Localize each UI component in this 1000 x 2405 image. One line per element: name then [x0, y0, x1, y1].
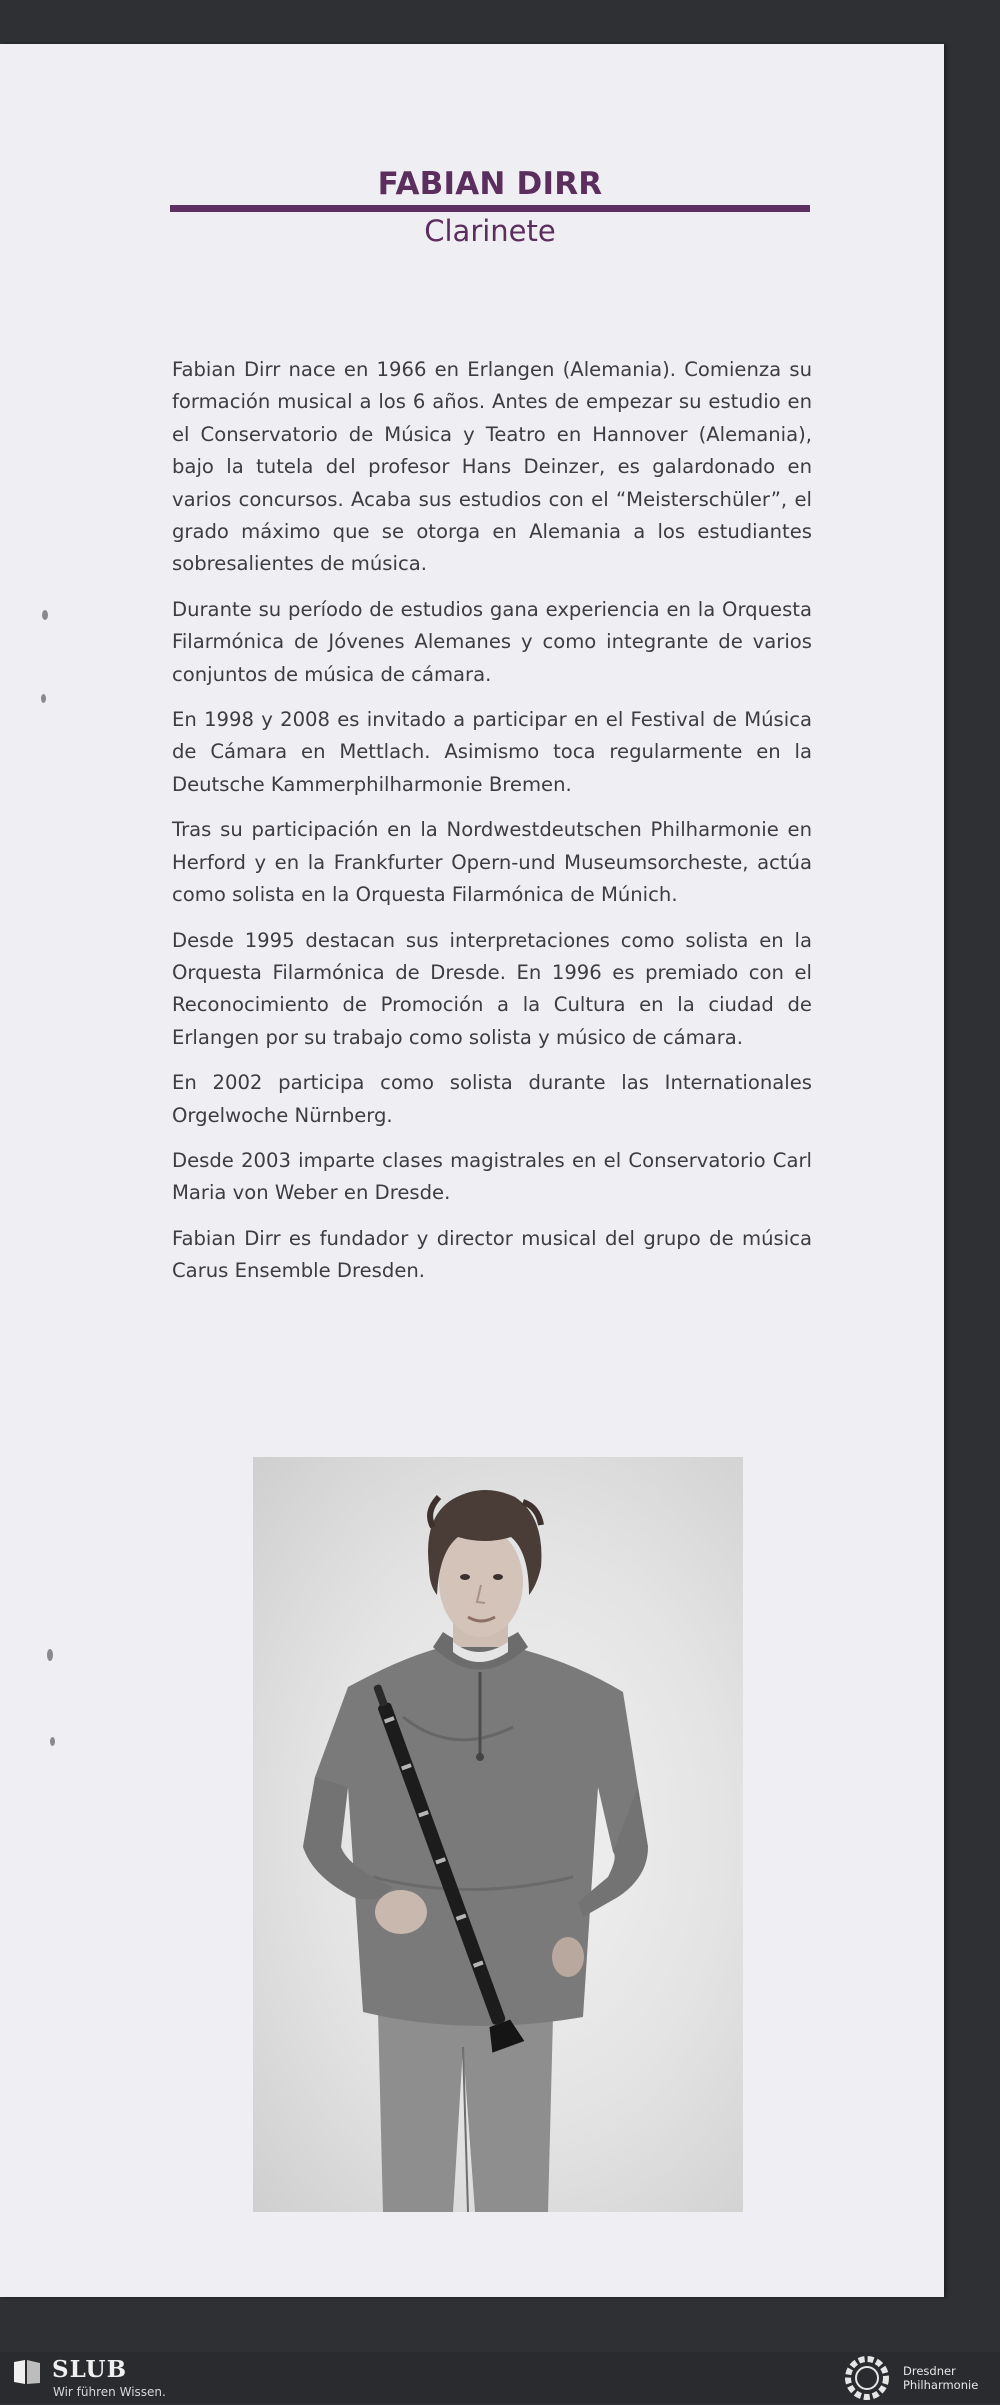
bio-paragraph: En 2002 participa como solista durante las Internationales Orgelwoche Nürnberg. [172, 1071, 812, 1127]
clarinetist-illustration [253, 1457, 743, 2212]
binder-hole [41, 694, 46, 703]
binder-hole [50, 1737, 55, 1746]
binder-hole [47, 1649, 53, 1661]
bio-paragraph: Desde 2003 imparte clases magistrales en el Conservatorio Carl Maria von Weber en Dresde. [172, 1148, 812, 1205]
library-tagline: Wir führen Wissen. [53, 2385, 166, 2399]
bio-paragraph: Fabian Dirr nace en 1966 en Erlangen (Alemania). Comienza su formación musical a los 6 años. Antes de empezar su estudio en el Conservatorio de Música y Teatro en Hannover (Alemania), bajo la tutela del profesor Hans Deinzer, es galardonado en varios concursos. Acaba sus estudios con el “Meisterschüler”, el grado máximo que se otorga en Alemania a los estudiantes sobresalientes de música. [172, 358, 812, 576]
page-title: FABIAN DIRR [377, 166, 603, 202]
page-subtitle: Clarinete [424, 214, 556, 248]
library-name: SLUB [52, 2356, 128, 2383]
orchestra-name [903, 2364, 978, 2392]
title-divider [170, 205, 810, 212]
orchestra-name-line1: Dresdner [903, 2364, 956, 2378]
orchestra-name-line2: Philharmonie [903, 2378, 979, 2392]
orchestra-logo-icon [840, 2355, 894, 2405]
biography-text [172, 354, 812, 1301]
book-icon [12, 2358, 42, 2390]
viewer-footer [0, 2352, 1000, 2403]
portrait-photo [253, 1457, 743, 2212]
bio-paragraph: Desde 1995 destacan sus interpretaciones como solista en la Orquesta Filarmónica de Dresde. En 1996 es premiado con el Reconocimiento de Promoción a la Cultura en la ciudad de Erlangen por su trabajo como solista y músico de cámara. [172, 928, 812, 1049]
document-page [0, 44, 944, 2297]
bio-paragraph: En 1998 y 2008 es invitado a participar en el Festival de Música de Cámara en Mettlach. Asimismo toca regularmente en la Deutsche Kammerphilharmonie Bremen. [172, 708, 812, 796]
bio-paragraph: Tras su participación en la Nordwestdeutschen Philharmonie en Herford y en la Frankfurter Opern-und Museumsorcheste, actúa como solista en la Orquesta Filarmónica de Múnich. [172, 818, 812, 907]
bio-paragraph: Durante su período de estudios gana experiencia en la Orquesta Filarmónica de Jóvenes Alemanes y como integrante de varios conjuntos de música de cámara. [172, 597, 812, 686]
bio-paragraph: Fabian Dirr es fundador y director musical del grupo de música Carus Ensemble Dresden. [172, 1226, 812, 1283]
binder-hole [42, 610, 48, 620]
